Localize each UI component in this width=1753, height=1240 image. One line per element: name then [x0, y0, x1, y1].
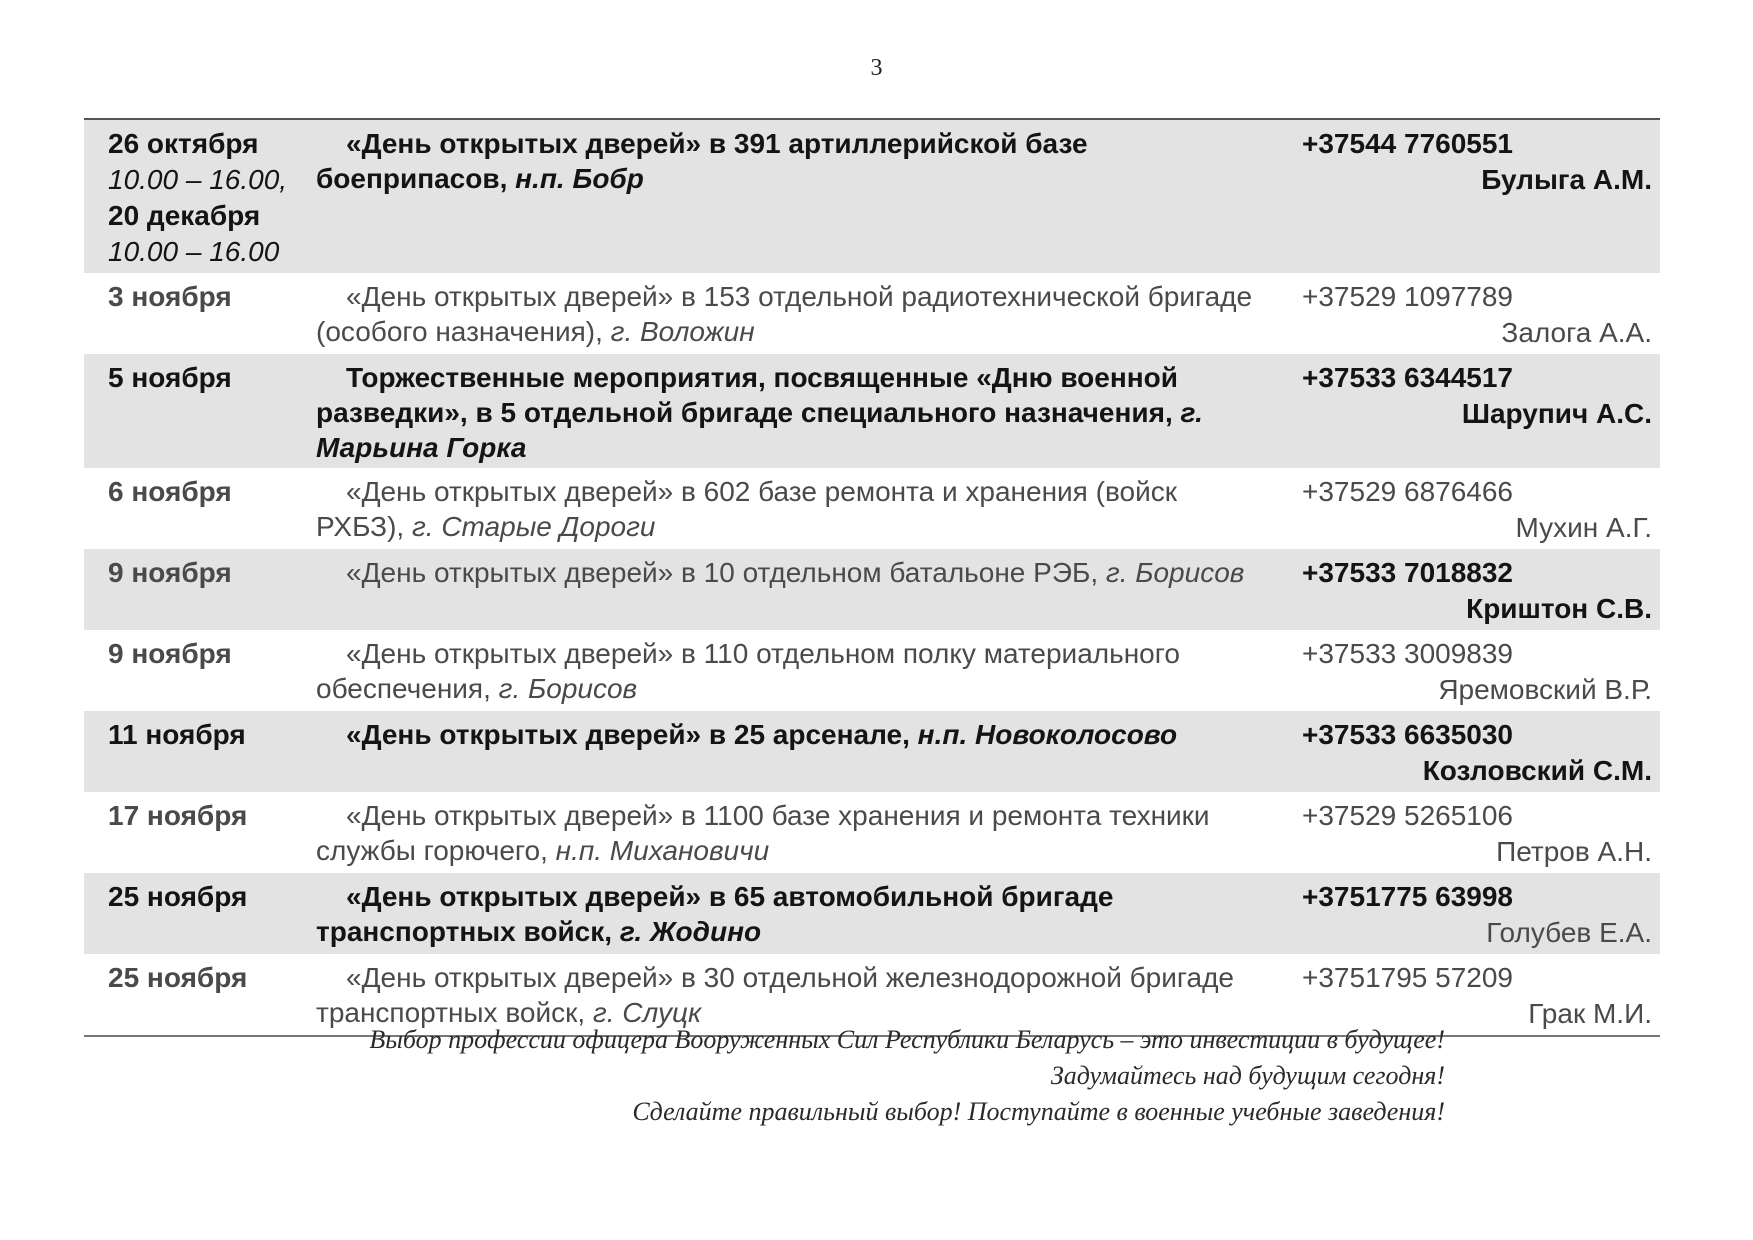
date-cell: [84, 879, 312, 951]
event-cell: [312, 279, 1282, 351]
event-date: 25 ноября: [108, 962, 248, 993]
table-row: [84, 120, 1660, 273]
contact-person: Козловский С.М.: [1422, 755, 1652, 786]
event-cell: [312, 798, 1282, 870]
date-cell: [84, 960, 312, 1032]
contact-person: Залога А.А.: [1501, 317, 1652, 348]
event-date: 9 ноября: [108, 638, 232, 669]
event-description: Торжественные мероприятия, посвященные «Дню военной разведки», в 5 отдельной бригаде специального назначения,: [316, 362, 1179, 428]
contact-person: Криштон С.В.: [1466, 593, 1652, 624]
event-cell: [312, 474, 1282, 546]
contact-phone: +3751775 63998: [1302, 881, 1513, 912]
contact-cell: [1282, 798, 1660, 870]
event-place: г. Марьина Горка: [316, 397, 1203, 463]
event-description: «День открытых дверей» в 1100 базе хранения и ремонта техники службы горючего,: [316, 800, 1210, 866]
event-date: 3 ноября: [108, 281, 232, 312]
event-place: г. Воложин: [610, 316, 755, 347]
contact-phone: +37533 6344517: [1302, 362, 1513, 393]
event-date: 9 ноября: [108, 557, 232, 588]
event-place: г. Борисов: [1105, 557, 1245, 588]
contact-person: Грак М.И.: [1528, 998, 1652, 1029]
event-description: «День открытых дверей» в 30 отдельной железнодорожной бригаде транспортных войск,: [316, 962, 1234, 1028]
contact-cell: [1282, 879, 1660, 951]
date-cell: [84, 717, 312, 789]
event-time: 10.00 – 16.00,: [108, 164, 288, 195]
table-row: [84, 630, 1660, 711]
date-cell: [84, 636, 312, 708]
contact-cell: [1282, 126, 1660, 270]
event-description: «День открытых дверей» в 391 артиллерийской базе боеприпасов,: [316, 128, 1088, 194]
contact-phone: +37533 7018832: [1302, 557, 1513, 588]
contact-cell: [1282, 360, 1660, 465]
slogan-line: Задумайтесь над будущим сегодня!: [1050, 1061, 1445, 1090]
contact-person: Мухин А.Г.: [1515, 512, 1652, 543]
event-description: «День открытых дверей» в 10 отдельном батальоне РЭБ,: [346, 557, 1099, 588]
contact-person: Голубев Е.А.: [1486, 917, 1652, 948]
event-place: г. Жодино: [619, 916, 762, 947]
event-description: «День открытых дверей» в 153 отдельной радиотехнической бригаде (особого назначения),: [316, 281, 1253, 347]
table-row: [84, 273, 1660, 354]
contact-phone: +3751795 57209: [1302, 962, 1513, 993]
contact-person: Булыга А.М.: [1481, 164, 1652, 195]
contact-cell: [1282, 279, 1660, 351]
date-cell: [84, 474, 312, 546]
event-date: 6 ноября: [108, 476, 232, 507]
event-place: г. Борисов: [498, 673, 638, 704]
date-cell: [84, 279, 312, 351]
event-cell: [312, 555, 1282, 627]
table-row: [84, 354, 1660, 468]
table-row: [84, 873, 1660, 954]
event-cell: [312, 636, 1282, 708]
event-time: 10.00 – 16.00: [108, 236, 280, 267]
contact-person: Шарупич А.С.: [1461, 398, 1652, 429]
event-place: н.п. Бобр: [515, 163, 644, 194]
event-date: 11 ноября: [108, 719, 246, 750]
contact-phone: +37533 6635030: [1302, 719, 1513, 750]
contact-cell: [1282, 717, 1660, 789]
table-row: [84, 792, 1660, 873]
contact-person: Яремовский В.Р.: [1438, 674, 1652, 705]
contact-cell: [1282, 555, 1660, 627]
date-cell: [84, 798, 312, 870]
event-description: «День открытых дверей» в 65 автомобильной бригаде транспортных войск,: [316, 881, 1114, 947]
event-cell: [312, 126, 1282, 270]
contact-phone: +37544 7760551: [1302, 128, 1513, 159]
event-date: 5 ноября: [108, 362, 232, 393]
event-cell: [312, 717, 1282, 789]
event-date: 25 ноября: [108, 881, 248, 912]
event-cell: [312, 879, 1282, 951]
date-cell: [84, 555, 312, 627]
table-row: [84, 549, 1660, 630]
event-cell: [312, 360, 1282, 465]
date-cell: [84, 126, 312, 270]
events-table: [84, 118, 1660, 1037]
event-place: г. Слуцк: [592, 997, 702, 1028]
event-date: 20 декабря: [108, 200, 261, 231]
event-description: «День открытых дверей» в 25 арсенале,: [346, 719, 910, 750]
contact-phone: +37533 3009839: [1302, 638, 1513, 669]
event-place: н.п. Михановичи: [555, 835, 770, 866]
event-description: «День открытых дверей» в 602 базе ремонта и хранения (войск РХБЗ),: [316, 476, 1177, 542]
table-row: [84, 468, 1660, 549]
contact-phone: +37529 5265106: [1302, 800, 1513, 831]
contact-phone: +37529 1097789: [1302, 281, 1513, 312]
contact-cell: [1282, 474, 1660, 546]
closing-slogan: [369, 1022, 1445, 1130]
event-place: г. Старые Дороги: [411, 511, 656, 542]
contact-cell: [1282, 636, 1660, 708]
event-description: «День открытых дверей» в 110 отдельном полку материального обеспечения,: [316, 638, 1180, 704]
event-date: 26 октября: [108, 128, 259, 159]
slogan-line: Выбор профессии офицера Вооруженных Сил Республики Беларусь – это инвестиции в будущее!: [369, 1025, 1445, 1054]
slogan-line: Сделайте правильный выбор! Поступайте в военные учебные заведения!: [632, 1097, 1445, 1126]
table-row: [84, 711, 1660, 792]
event-place: н.п. Новоколосово: [917, 719, 1178, 750]
contact-phone: +37529 6876466: [1302, 476, 1513, 507]
page-number: 3: [870, 55, 883, 81]
date-cell: [84, 360, 312, 465]
event-date: 17 ноября: [108, 800, 248, 831]
contact-person: Петров А.Н.: [1496, 836, 1652, 867]
